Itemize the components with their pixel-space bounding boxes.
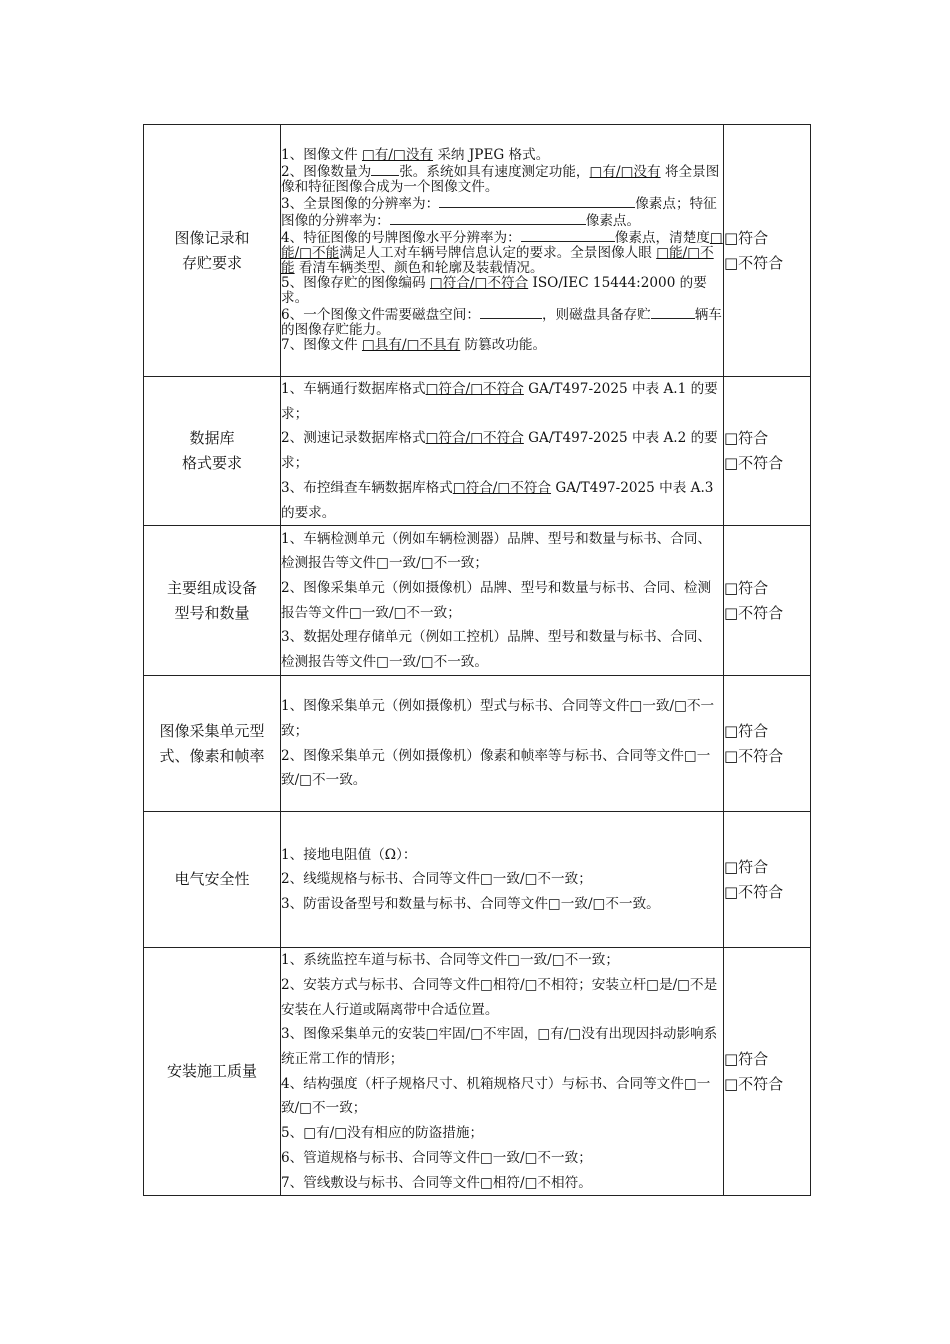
- clause-3: 3、图像采集单元的安装□牢固/□不牢固，□有/□没有出现因抖动影响系统正常工作的情形；: [281, 1026, 718, 1068]
- blank-vehicle-count[interactable]: [651, 306, 695, 319]
- checkbox-nonconform[interactable]: □不符合: [724, 603, 784, 622]
- content-cell: [281, 125, 724, 377]
- checkbox-conform[interactable]: □符合: [724, 578, 769, 597]
- clause-4: 4、结构强度（杆子规格尺寸、机箱规格尺寸）与标书、合同等文件□一致/□不一致；: [281, 1075, 711, 1117]
- content-cell: [281, 526, 724, 676]
- clause-4: 4、特征图像的号牌图像水平分辨率为： 像素点，清楚度□能/□不能满足人工对车辆号牌信息认定的要求。全景图像人眼 □能/□不能 看清车辆类型、颜色和轮廓及装载情况。: [281, 230, 723, 276]
- clause-1: 1、车辆通行数据库格式□符合/□不符合 GA/T497-2025 中表 A.1 的要求；: [281, 381, 718, 422]
- table-row-image-storage: [144, 125, 811, 377]
- clause-5: 5、□有/□没有相应的防盗措施；: [281, 1125, 484, 1142]
- item-label-line1: 图像记录和: [174, 228, 250, 247]
- clause-5: 5、图像存贮的图像编码 □符合/□不符合 ISO/IEC 15444:2000 的要求。: [281, 275, 707, 306]
- clause-2: 2、图像数量为 张。系统如具有速度测定功能，□有/□没有 将全景图像和特征图像合成为一个图像文件。: [281, 164, 720, 195]
- clause-3: 3、全景图像的分辨率为： 像素点；特征图像的分辨率为： 像素点。: [281, 196, 717, 229]
- result-cell: [724, 377, 811, 526]
- option-conform[interactable]: □符合/□不符合: [425, 430, 524, 447]
- clause-1: 1、系统监控车道与标书、合同等文件□一致/□不一致；: [281, 952, 619, 969]
- table-row-electrical-safety: [144, 812, 811, 948]
- blank-panorama-resolution[interactable]: [439, 195, 635, 208]
- item-label-line1: 主要组成设备: [166, 578, 257, 597]
- option-can-cannot[interactable]: □能/□不能: [281, 245, 714, 276]
- result-cell: [724, 812, 811, 948]
- option-has-not[interactable]: □具有/□不具有: [361, 337, 461, 353]
- table-row-main-equipment: [144, 526, 811, 676]
- content-cell: [281, 948, 724, 1196]
- result-cell: [724, 948, 811, 1196]
- clause-1: 1、图像文件 □有/□没有 采纳 JPEG 格式。: [281, 147, 550, 163]
- clause-2: 2、测速记录数据库格式□符合/□不符合 GA/T497-2025 中表 A.2 的要求；: [281, 430, 718, 472]
- item-cell: [144, 377, 281, 526]
- option-conform[interactable]: □符合/□不符合: [452, 479, 552, 496]
- item-label-line1: 图像采集单元型: [159, 721, 265, 740]
- clause-3: 3、布控缉查车辆数据库格式□符合/□不符合 GA/T497-2025 中表 A.3 的要求。: [281, 479, 714, 521]
- item-label-line2: 格式要求: [181, 454, 242, 473]
- checkbox-nonconform[interactable]: □不符合: [724, 882, 784, 901]
- clause-3: 3、数据处理存储单元（例如工控机）品牌、型号和数量与标书、合同、检测报告等文件□一致/□不一致。: [281, 629, 712, 671]
- clause-2: 2、图像采集单元（例如摄像机）品牌、型号和数量与标书、合同、检测报告等文件□一致/□不一致；: [281, 580, 712, 621]
- checkbox-conform[interactable]: □符合: [724, 1049, 769, 1068]
- clause-6: 6、管道规格与标书、合同等文件□一致/□不一致；: [281, 1149, 592, 1166]
- item-label-line1: 安装施工质量: [166, 1062, 257, 1081]
- blank-image-count[interactable]: [371, 163, 399, 176]
- checkbox-conform[interactable]: □符合: [724, 228, 769, 247]
- clause-1: 1、图像采集单元（例如摄像机）型式与标书、合同等文件□一致/□不一致；: [281, 698, 715, 740]
- item-label-line2: 型号和数量: [174, 603, 250, 622]
- checkbox-nonconform[interactable]: □不符合: [724, 253, 784, 272]
- clause-1: 1、接地电阻值（Ω）：: [281, 846, 417, 863]
- checkbox-nonconform[interactable]: □不符合: [724, 1074, 784, 1093]
- option-can-cannot[interactable]: □能/□不能: [281, 230, 723, 261]
- option-has-not[interactable]: □没有: [620, 164, 661, 180]
- content-cell: [281, 377, 724, 526]
- clause-7: 7、管线敷设与标书、合同等文件□相符/□不相符。: [281, 1174, 592, 1191]
- item-cell: [144, 676, 281, 812]
- option-conform[interactable]: □符合/□不符合: [429, 275, 529, 291]
- item-cell: [144, 526, 281, 676]
- option-has[interactable]: □有/: [589, 164, 621, 180]
- clause-7: 7、图像文件 □具有/□不具有 防篡改功能。: [281, 337, 547, 353]
- acceptance-check-table: [143, 124, 811, 1196]
- checkbox-nonconform[interactable]: □不符合: [724, 454, 784, 473]
- blank-disk-space[interactable]: [480, 306, 542, 319]
- blank-plate-resolution[interactable]: [521, 229, 615, 242]
- checkbox-conform[interactable]: □符合: [724, 721, 769, 740]
- result-cell: [724, 526, 811, 676]
- checkbox-nonconform[interactable]: □不符合: [724, 746, 784, 765]
- clause-3: 3、防雷设备型号和数量与标书、合同等文件□一致/□不一致。: [281, 896, 660, 913]
- table-row-image-capture-unit: [144, 676, 811, 812]
- content-cell: [281, 812, 724, 948]
- clause-2: 2、线缆规格与标书、合同等文件□一致/□不一致；: [281, 871, 592, 888]
- item-cell: [144, 948, 281, 1196]
- option-conform[interactable]: □符合/□不符合: [425, 381, 524, 397]
- item-cell: [144, 125, 281, 377]
- clause-2: 2、安装方式与标书、合同等文件□相符/□不相符；安装立杆□是/□不是安装在人行道或隔离带中合适位置。: [281, 976, 718, 1018]
- table-row-installation-quality: [144, 948, 811, 1196]
- option-has-not[interactable]: □有/□没有: [361, 147, 434, 163]
- clause-2: 2、图像采集单元（例如摄像机）像素和帧率等与标书、合同等文件□一致/□不一致。: [281, 747, 711, 789]
- result-cell: [724, 676, 811, 812]
- item-label-line1: 数据库: [189, 429, 235, 448]
- table-row-database-format: [144, 377, 811, 526]
- clause-1: 1、车辆检测单元（例如车辆检测器）品牌、型号和数量与标书、合同、检测报告等文件□一致/□不一致；: [281, 530, 712, 572]
- blank-feature-resolution[interactable]: [390, 212, 586, 225]
- item-label-line2: 存贮要求: [181, 253, 242, 272]
- checkbox-conform[interactable]: □符合: [724, 857, 769, 876]
- checkbox-conform[interactable]: □符合: [724, 429, 769, 448]
- item-label-line1: 电气安全性: [174, 870, 250, 889]
- item-label-line2: 式、像素和帧率: [159, 746, 265, 765]
- clause-6: 6、一个图像文件需要磁盘空间： ，则磁盘具备存贮 辆车的图像存贮能力。: [281, 307, 722, 338]
- content-cell: [281, 676, 724, 812]
- item-cell: [144, 812, 281, 948]
- result-cell: [724, 125, 811, 377]
